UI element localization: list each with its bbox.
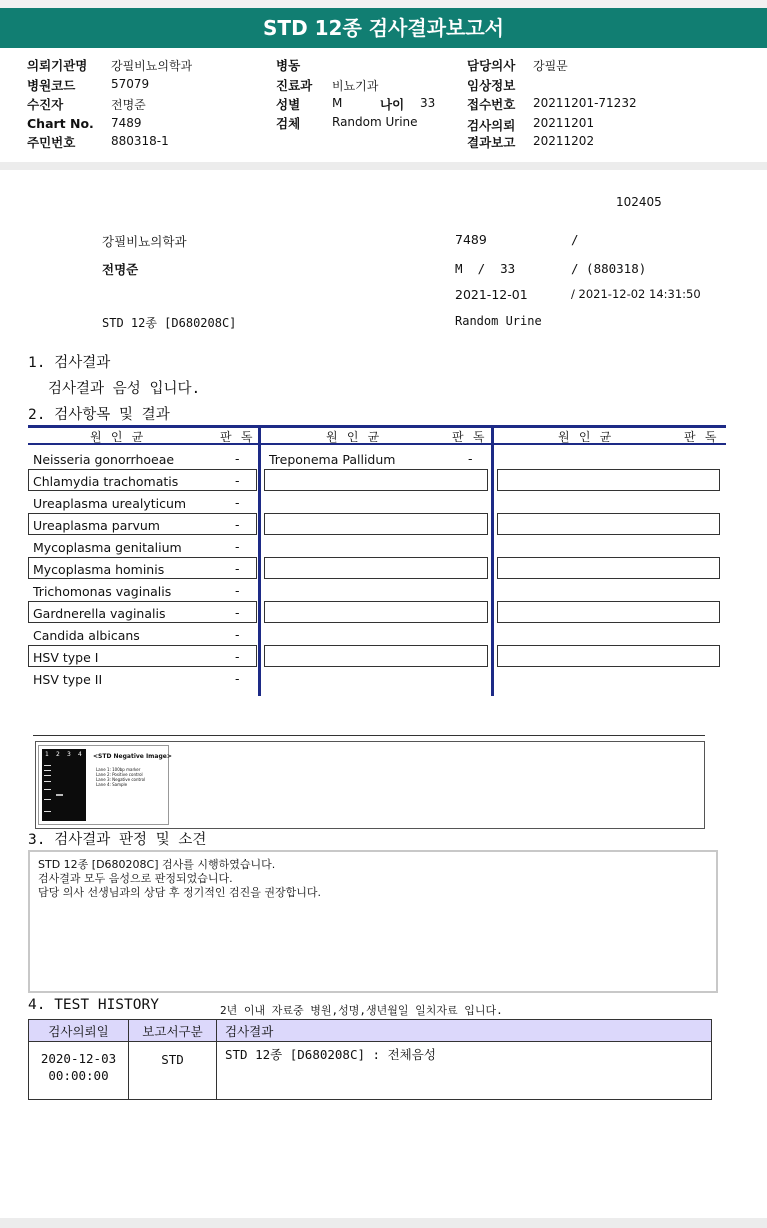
- top-band: [0, 0, 767, 8]
- organism-name: Ureaplasma urealyticum: [33, 496, 187, 511]
- history-table: [28, 1019, 712, 1100]
- empty-row-box: [264, 601, 488, 623]
- marker-band: [44, 770, 51, 771]
- marker-band: [44, 765, 51, 766]
- report-date-value: 20211202: [533, 134, 595, 148]
- col-header-organism-2: 원 인 균: [326, 430, 381, 444]
- id-value: 880318-1: [111, 134, 169, 148]
- organism-name: Chlamydia trachomatis: [33, 474, 179, 489]
- marker-band: [44, 799, 51, 800]
- bottom-band: [0, 1218, 767, 1228]
- organism-name: Mycoplasma hominis: [33, 562, 165, 577]
- organism-name: Candida albicans: [33, 628, 140, 643]
- history-header-row: [29, 1020, 712, 1042]
- report-specimen: Random Urine: [455, 314, 542, 328]
- organism-name: Ureaplasma parvum: [33, 518, 160, 533]
- report-slash: /: [571, 232, 579, 247]
- section4-title: 4. TEST HISTORY: [28, 997, 159, 1013]
- section2-title: 2. 검사항목 및 결과: [28, 407, 170, 423]
- table-row: [29, 1042, 712, 1100]
- specimen-value: Random Urine: [332, 115, 418, 129]
- organism-name: Mycoplasma genitalium: [33, 540, 182, 555]
- report-test-name: STD 12종 [D680208C]: [102, 316, 237, 330]
- report-date1: 2021-12-01: [455, 287, 528, 302]
- patient-label: 수진자: [27, 97, 64, 112]
- gel-top-line: [33, 735, 705, 736]
- gel-legend-item: Lane 1: 100bp marker: [96, 767, 141, 772]
- gel-legend: [96, 767, 145, 787]
- history-date: 2020-12-03: [40, 1051, 117, 1066]
- report-patient: 전명준: [102, 262, 139, 277]
- organism-name: Neisseria gonorrhoeae: [33, 452, 175, 467]
- col-header-judgement-1: 판 독: [220, 430, 254, 444]
- grid-divider-1: [258, 425, 261, 696]
- organism-result: -: [235, 451, 240, 466]
- section1-text: 검사결과 음성 입니다.: [48, 381, 201, 397]
- organism-name: HSV type I: [33, 650, 99, 665]
- opinion-line: 담당 의사 선생님과의 상담 후 정기적인 검진을 권장합니다.: [38, 886, 321, 899]
- empty-row-box: [497, 557, 720, 579]
- col-header-judgement-2: 판 독: [452, 430, 486, 444]
- receipt-value: 20211201-71232: [533, 96, 637, 110]
- report-title: STD 12종 검사결과보고서: [0, 8, 767, 48]
- organism-result: -: [235, 517, 240, 532]
- history-note: 2년 이내 자료중 병원,성명,생년월일 일치자료 입니다.: [220, 1004, 503, 1017]
- organism-result: -: [235, 671, 240, 686]
- sex-value: M: [332, 96, 343, 110]
- id-label: 주민번호: [27, 135, 76, 150]
- organism-name: Treponema Pallidum: [269, 452, 396, 467]
- organism-result: -: [235, 583, 240, 598]
- opinion-line: STD 12종 [D680208C] 검사를 시행하였습니다.: [38, 858, 276, 871]
- request-label: 검사의뢰: [467, 118, 516, 133]
- lane-number: 4: [78, 751, 82, 758]
- history-col-result: 검사결과: [217, 1020, 712, 1042]
- empty-row-box: [264, 557, 488, 579]
- gel-image: [38, 745, 172, 825]
- separator-band: [0, 162, 767, 170]
- empty-row-box: [497, 645, 720, 667]
- col-header-organism-1: 원 인 균: [90, 430, 145, 444]
- report-birth: / (880318): [571, 261, 647, 276]
- report-number: 102405: [616, 195, 662, 209]
- organism-result: -: [235, 495, 240, 510]
- organism-result: -: [235, 473, 240, 488]
- empty-row-box: [497, 469, 720, 491]
- age-value: 33: [420, 96, 436, 110]
- lane-number: 2: [56, 751, 60, 758]
- ward-label: 병동: [276, 58, 301, 73]
- clinical-label: 임상정보: [467, 78, 516, 93]
- receipt-label: 접수번호: [467, 97, 516, 112]
- report-chart: 7489: [455, 232, 487, 247]
- gel-legend-item: Lane 2: Positive control: [96, 772, 143, 777]
- report-hospital: 강필비뇨의학과: [102, 234, 187, 249]
- marker-band: [44, 781, 51, 782]
- chart-value: 7489: [111, 116, 142, 130]
- chart-label: Chart No.: [27, 116, 94, 131]
- empty-row-box: [497, 601, 720, 623]
- marker-band: [44, 789, 51, 790]
- marker-band: [44, 775, 51, 776]
- report-sex-age: M / 33: [455, 261, 516, 276]
- doctor-value: 강필문: [533, 59, 568, 73]
- grid-divider-2: [491, 425, 494, 696]
- organism-name: Gardnerella vaginalis: [33, 606, 166, 621]
- section3-title: 3. 검사결과 판정 및 소견: [28, 832, 207, 848]
- history-col-type: 보고서구분: [129, 1020, 217, 1042]
- empty-row-box: [264, 469, 488, 491]
- dept-label: 진료과: [276, 78, 313, 93]
- gel-legend-item: Lane 3: Negative control: [96, 777, 146, 782]
- history-result: STD 12종 [D680208C] : 전체음성: [217, 1042, 712, 1100]
- history-type: STD: [129, 1042, 217, 1100]
- report-date2: / 2021-12-02 14:31:50: [571, 287, 701, 301]
- specimen-label: 검체: [276, 116, 301, 131]
- doctor-label: 담당의사: [467, 58, 516, 73]
- hospital-label: 의뢰기관명: [27, 58, 88, 73]
- empty-row-box: [264, 513, 488, 535]
- hospital-code-value: 57079: [111, 77, 150, 91]
- empty-row-box: [497, 513, 720, 535]
- gel-title: <STD Negative Image>: [93, 753, 172, 760]
- gel-legend-item: Lane 4: Sample: [96, 782, 128, 787]
- report-date-label: 결과보고: [467, 135, 516, 150]
- organism-result: -: [235, 561, 240, 576]
- section1-title: 1. 검사결과: [28, 355, 111, 371]
- lane-number: 3: [67, 751, 71, 758]
- history-time: 00:00:00: [48, 1068, 109, 1083]
- history-col-date: 검사의뢰일: [29, 1020, 129, 1042]
- organism-name: Trichomonas vaginalis: [33, 584, 172, 599]
- opinion-line: 검사결과 모두 음성으로 판정되었습니다.: [38, 872, 233, 885]
- organism-result: -: [235, 539, 240, 554]
- organism-result: -: [235, 627, 240, 642]
- gel-photo: [42, 749, 86, 821]
- opinion-box: [28, 850, 718, 993]
- marker-band: [44, 811, 51, 812]
- organism-result: -: [468, 451, 473, 466]
- organism-name: HSV type II: [33, 672, 103, 687]
- organism-result: -: [235, 649, 240, 664]
- hospital-value: 강필비뇨의학과: [111, 59, 193, 73]
- col-header-judgement-3: 판 독: [684, 430, 718, 444]
- history-date-cell: [29, 1042, 129, 1100]
- col-header-organism-3: 원 인 균: [558, 430, 613, 444]
- dept-value: 비뇨기과: [332, 79, 379, 93]
- hospital-code-label: 병원코드: [27, 78, 76, 93]
- positive-band: [56, 794, 63, 796]
- empty-row-box: [264, 645, 488, 667]
- lane-number: 1: [45, 751, 49, 758]
- request-value: 20211201: [533, 116, 595, 130]
- age-label: 나이: [380, 97, 405, 112]
- patient-value: 전명준: [111, 98, 146, 112]
- organism-result: -: [235, 605, 240, 620]
- sex-label: 성별: [276, 97, 301, 112]
